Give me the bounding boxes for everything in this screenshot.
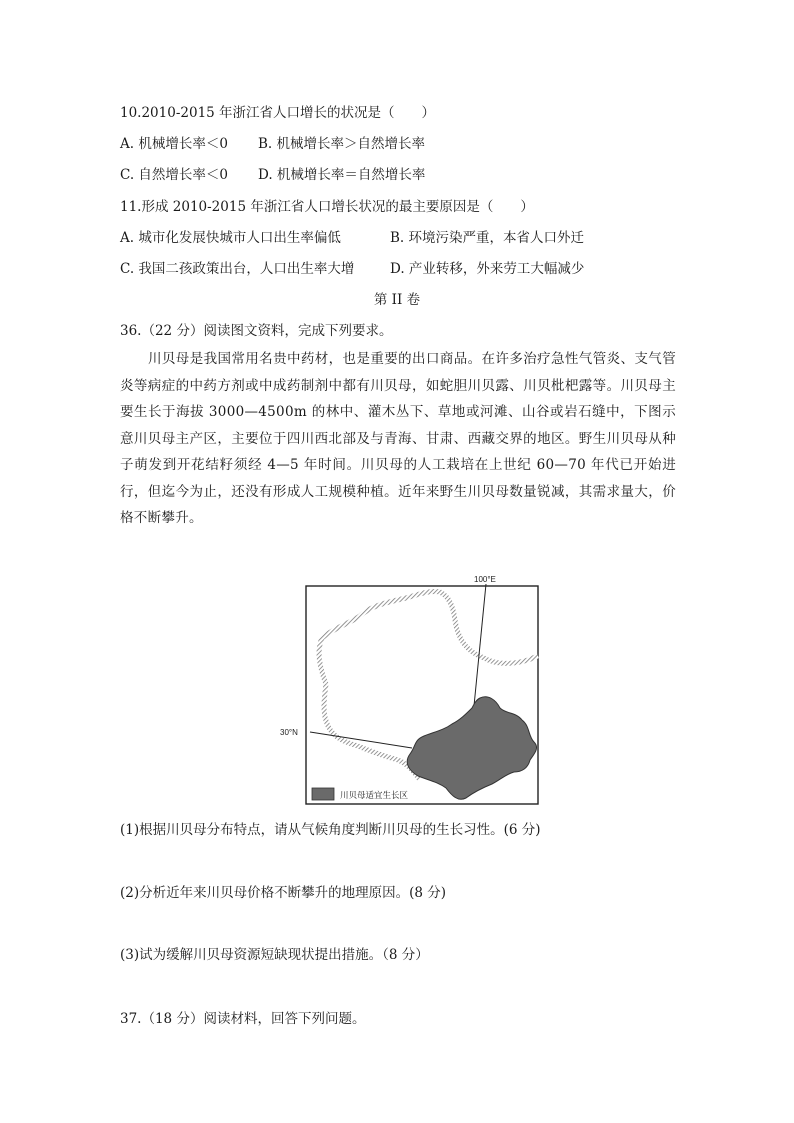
q36-sub-3: (3)试为缓解川贝母资源短缺现状提出措施。（8 分） [120, 947, 429, 963]
q36-material: 川贝母是我国常用名贵中药材，也是重要的出口商品。在许多治疗急性气管炎、支气管炎等病症的中药方剂或中成药制剂中都有川贝母，如蛇胆川贝露、川贝枇杷露等。川贝母主要生长于海拔 3000—4500m 的林中、灌木丛下、草地或河滩、山谷或岩石缝中，下图示意川贝母主产区，主要位于四川西北部及与青海、甘肃、西藏交界的地区。野生川贝母从种子萌发到开花结籽须经 4—5 年时间。川贝母的人工栽培在上世纪 60—70 年代已开始进行，但迄今为止，还没有形成人工规模种植。近年来野生川贝母数量锐减，其需求量大，价格不断攀升。 [120, 351, 676, 526]
legend-label: 川贝母适宜生长区 [340, 791, 409, 801]
section-title: 第 II 卷 [373, 292, 421, 308]
q10-stem: 10.2010-2015 年浙江省人口增长的状况是（ ） [120, 105, 436, 121]
q11-option-d: D. 产业转移，外来劳工大幅减少 [390, 261, 585, 277]
q10-option-c: C. 自然增长率＜0 [120, 167, 229, 183]
q11-option-c: C. 我国二孩政策出台，人口出生率大增 [120, 261, 355, 277]
q37-stem: 37.（18 分）阅读材料，回答下列问题。 [120, 1011, 366, 1027]
q10-option-b: B. 机械增长率＞自然增长率 [258, 136, 426, 152]
longitude-label: 100°E [474, 575, 496, 584]
q36-sub-1: (1)根据川贝母分布特点，请从气候角度判断川贝母的生长习性。(6 分) [120, 822, 541, 838]
q36-stem: 36.（22 分）阅读图文资料，完成下列要求。 [120, 323, 393, 339]
q10-option-d: D. 机械增长率＝自然增长率 [258, 167, 426, 183]
latitude-label: 30°N [280, 728, 298, 737]
q11-option-b: B. 环境污染严重，本省人口外迁 [390, 230, 585, 246]
q36-sub-2: (2)分析近年来川贝母价格不断攀升的地理原因。(8 分) [120, 885, 447, 901]
q10-option-a: A. 机械增长率＜0 [120, 136, 228, 152]
q11-option-a: A. 城市化发展快城市人口出生率偏低 [120, 230, 341, 246]
legend-swatch [312, 788, 334, 800]
china-southwest-map [280, 575, 542, 808]
q11-stem: 11.形成 2010-2015 年浙江省人口增长状况的最主要原因是（ ） [120, 199, 534, 215]
